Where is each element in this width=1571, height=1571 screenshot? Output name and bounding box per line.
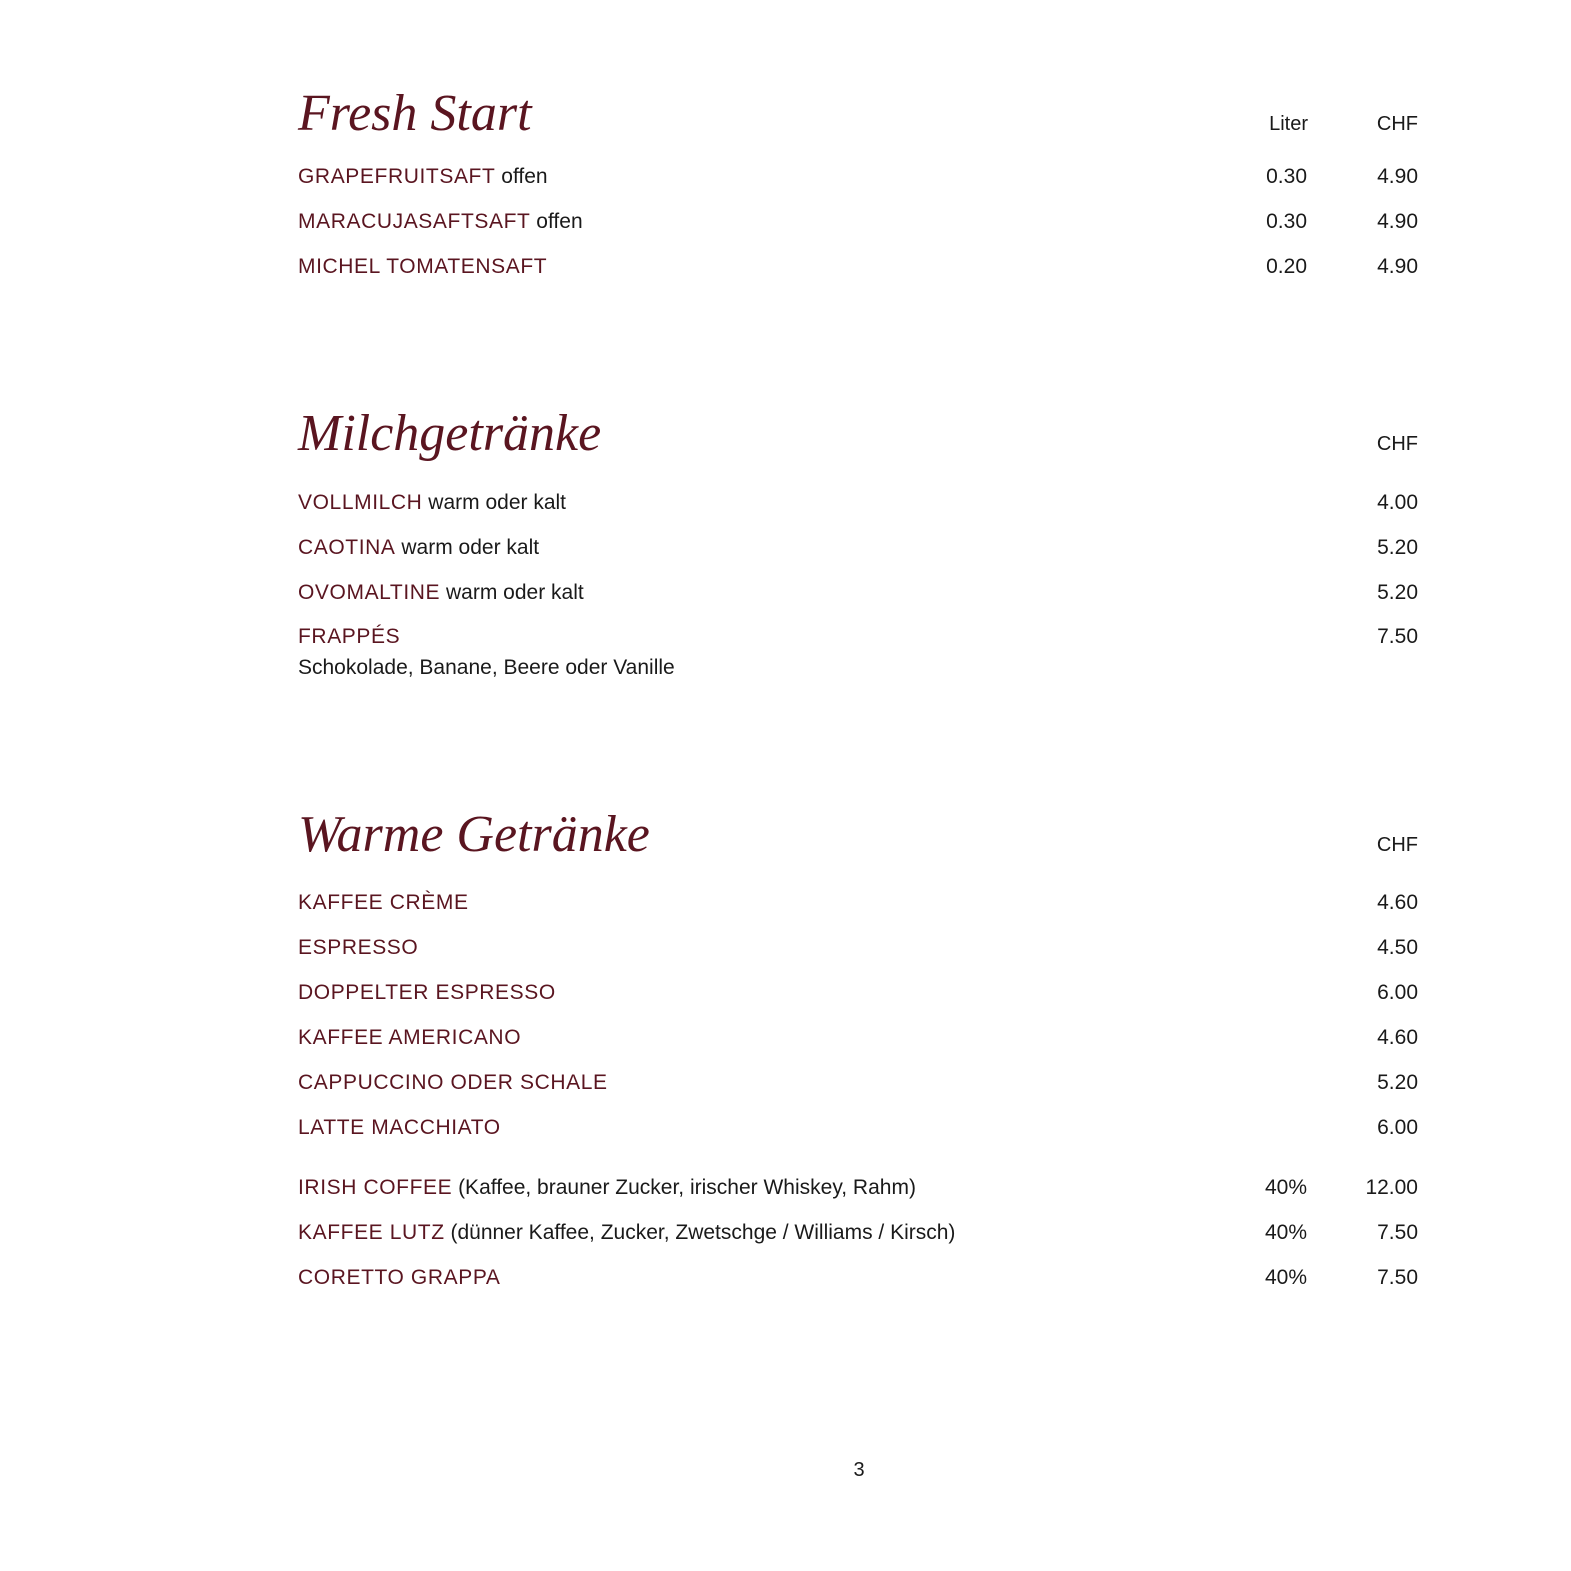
menu-item-note: warm oder kalt (428, 491, 567, 514)
menu-item-name: CORETTO GRAPPA (298, 1266, 501, 1289)
menu-item (298, 624, 1418, 650)
menu-item-name-wrap (298, 1265, 501, 1291)
menu-item-price: 5.20 (1377, 536, 1418, 559)
menu-item (298, 935, 1418, 961)
menu-item-name: IRISH COFFEE (298, 1176, 453, 1199)
menu-item (298, 1115, 1418, 1141)
menu-item-name-wrap (298, 1070, 608, 1096)
menu-item-price: 6.00 (1377, 1116, 1418, 1139)
menu-item-name-wrap (298, 164, 548, 190)
column-header-chf: CHF (1376, 834, 1418, 856)
menu-item-note: warm oder kalt (445, 581, 584, 604)
menu-item-price: 7.50 (1377, 1266, 1418, 1289)
menu-item-price: 5.20 (1377, 1071, 1418, 1094)
menu-item-name: CAPPUCCINO ODER SCHALE (298, 1071, 608, 1094)
menu-item-name-wrap (298, 1025, 521, 1051)
page-number: 3 (853, 1459, 865, 1481)
menu-item (298, 209, 1418, 235)
menu-item-note: (dünner Kaffee, Zucker, Zwetschge / Williams / Kirsch) (450, 1221, 956, 1244)
menu-item (298, 1025, 1418, 1051)
menu-item-alcohol: 40% (1264, 1176, 1307, 1199)
menu-item-note: (Kaffee, brauner Zucker, irischer Whiskey, Rahm) (458, 1176, 916, 1199)
menu-item-price: 4.00 (1377, 491, 1418, 514)
menu-item-name: KAFFEE CRÈME (298, 891, 469, 914)
menu-item-description: Schokolade, Banane, Beere oder Vanille (298, 656, 675, 679)
menu-item (298, 164, 1418, 190)
menu-item-name-wrap (298, 490, 566, 516)
menu-item (298, 980, 1418, 1006)
menu-item-name-wrap (298, 935, 418, 961)
menu-item-name: FRAPPÉS (298, 625, 401, 648)
menu-item-name-wrap (298, 980, 556, 1006)
menu-item-name-wrap (298, 254, 547, 280)
menu-item-name-wrap (298, 535, 539, 561)
menu-item-name: KAFFEE AMERICANO (298, 1026, 522, 1049)
menu-item-price: 4.50 (1377, 936, 1418, 959)
menu-item (298, 890, 1418, 916)
menu-item (298, 535, 1418, 561)
menu-item-name-wrap (298, 890, 469, 916)
menu-item-name: OVOMALTINE (298, 581, 441, 604)
menu-item-note: offen (501, 165, 548, 188)
menu-item-volume: 0.30 (1266, 210, 1307, 233)
menu-item-name-wrap (298, 1115, 501, 1141)
menu-item-price: 12.00 (1365, 1176, 1418, 1199)
menu-item-name-wrap (298, 1220, 955, 1246)
column-header-chf: CHF (1376, 113, 1418, 135)
menu-item-name: LATTE MACCHIATO (298, 1116, 501, 1139)
section-title-milchgetraenke: Milchgetränke (298, 405, 602, 462)
menu-item-name: KAFFEE LUTZ (298, 1221, 445, 1244)
menu-item-name: MICHEL TOMATENSAFT (298, 255, 548, 278)
menu-item-name: DOPPELTER ESPRESSO (298, 981, 556, 1004)
menu-item-price: 7.50 (1377, 1221, 1418, 1244)
menu-item (298, 1175, 1418, 1201)
menu-item-name: GRAPEFRUITSAFT (298, 165, 496, 188)
menu-item-name: MARACUJASAFTSAFT (298, 210, 531, 233)
menu-item (298, 1265, 1418, 1291)
menu-item (298, 490, 1418, 516)
menu-item-alcohol: 40% (1264, 1221, 1307, 1244)
menu-item-price: 4.90 (1377, 165, 1418, 188)
menu-item-note: offen (536, 210, 583, 233)
menu-item-volume: 0.20 (1266, 255, 1307, 278)
column-header-chf: CHF (1376, 433, 1418, 455)
menu-item-name: CAOTINA (298, 536, 396, 559)
menu-item-name: ESPRESSO (298, 936, 419, 959)
menu-item-price: 5.20 (1377, 581, 1418, 604)
menu-item (298, 1220, 1418, 1246)
menu-item-name: VOLLMILCH (298, 491, 423, 514)
menu-item (298, 580, 1418, 606)
menu-item-volume: 0.30 (1266, 165, 1307, 188)
menu-item-name-wrap (298, 624, 400, 650)
section-title-fresh-start: Fresh Start (298, 85, 532, 142)
menu-item-alcohol: 40% (1264, 1266, 1307, 1289)
menu-item (298, 1070, 1418, 1096)
column-header-liter: Liter (1269, 113, 1308, 135)
section-title-warme-getraenke: Warme Getränke (298, 806, 650, 863)
menu-item-name-wrap (298, 1175, 916, 1201)
menu-item-price: 6.00 (1377, 981, 1418, 1004)
menu-item-name-wrap (298, 580, 584, 606)
menu-item-price: 7.50 (1377, 625, 1418, 648)
menu-item-price: 4.60 (1377, 1026, 1418, 1049)
menu-item-price: 4.60 (1377, 891, 1418, 914)
menu-item-name-wrap (298, 209, 583, 235)
menu-item (298, 254, 1418, 280)
menu-item-price: 4.90 (1377, 255, 1418, 278)
menu-item-note: warm oder kalt (401, 536, 540, 559)
menu-item-price: 4.90 (1377, 210, 1418, 233)
